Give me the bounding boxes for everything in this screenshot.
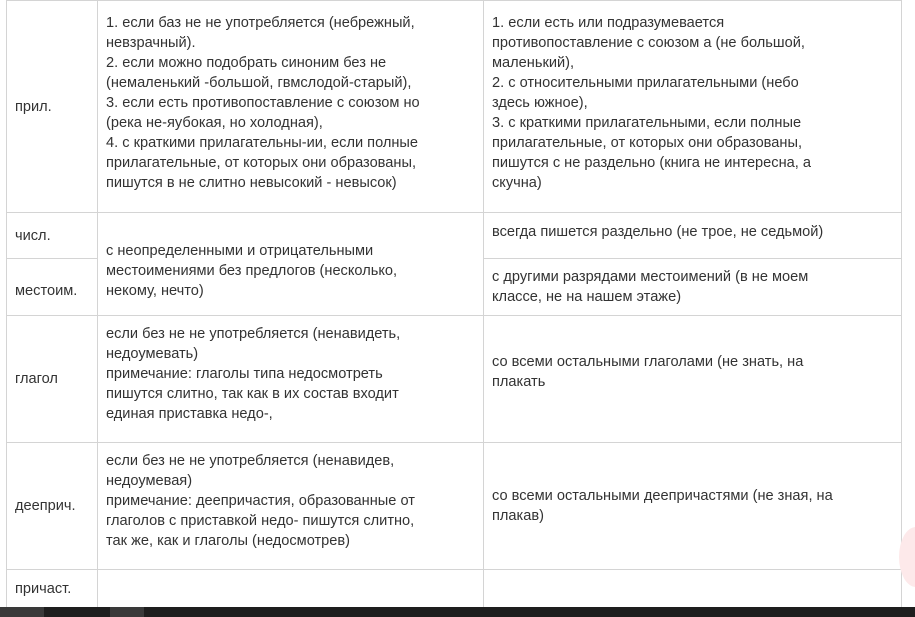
table-row bbox=[7, 443, 902, 570]
part-of-speech-label: прил. bbox=[15, 98, 52, 115]
taskbar-segment[interactable] bbox=[110, 607, 144, 617]
together-rule-cell bbox=[98, 213, 484, 316]
part-of-speech-label: местоим. bbox=[15, 283, 78, 299]
separate-rule-text: 1. если есть или подразумевается противопоставление с союзом а (не большой, маленький), 2. с относительными прилагательными (небо здесь южное), 3. с краткими прилагательными, если полные прилагательные, от которых они образованы, пишутся с не раздельно (книга не интересна, а скучна) bbox=[492, 15, 811, 191]
part-of-speech-label: глагол bbox=[15, 371, 58, 387]
separate-rule-cell bbox=[484, 570, 902, 608]
part-of-speech-cell bbox=[7, 570, 98, 608]
part-of-speech-cell bbox=[7, 1, 98, 213]
together-rule-cell bbox=[98, 316, 484, 443]
part-of-speech-label: причаст. bbox=[15, 580, 72, 597]
table-row bbox=[7, 316, 902, 443]
separate-rule-cell bbox=[484, 443, 902, 570]
separate-rule-cell bbox=[484, 213, 902, 259]
separate-rule-text: со всеми остальными глаголами (не знать, на плакать bbox=[492, 354, 804, 390]
together-rule-cell bbox=[98, 1, 484, 213]
taskbar-strip bbox=[0, 607, 915, 617]
table-row bbox=[7, 1, 902, 213]
together-rule-text: с неопределенными и отрицательными местоимениями без предлогов (несколько, некому, нечто) bbox=[106, 243, 398, 299]
ne-spelling-table bbox=[6, 0, 902, 608]
separate-rule-cell bbox=[484, 316, 902, 443]
part-of-speech-cell bbox=[7, 443, 98, 570]
together-rule-text: 1. если баз не не употребляется (небрежный, невзрачный). 2. если можно подобрать синоним без не (немаленький -большой, гвмслодой-старый), 3. если есть противопоставление с союзом но (река не-яубокая, но холодная), 4. с краткими прилагательны-ии, если полные прилагательные, от которых они образованы, пишутся в не слитно невысокий - невысок) bbox=[106, 15, 420, 191]
separate-rule-text: всегда пишется раздельно (не трое, не седьмой) bbox=[492, 224, 824, 240]
part-of-speech-label: числ. bbox=[15, 227, 51, 244]
together-rule-text: если без не не употребляется (ненавидев, недоумевая) примечание: деепричастия, образованные от глаголов с приставкой недо- пишутся слитно, так же, как и глаголы (недосмотрев) bbox=[106, 453, 415, 549]
table-row bbox=[7, 570, 902, 608]
separate-rule-cell bbox=[484, 259, 902, 316]
part-of-speech-cell bbox=[7, 259, 98, 316]
part-of-speech-cell bbox=[7, 316, 98, 443]
together-rule-cell bbox=[98, 443, 484, 570]
together-rule-cell bbox=[98, 570, 484, 608]
separate-rule-text: с другими разрядами местоимений (в не моем классе, не на нашем этаже) bbox=[492, 269, 809, 305]
separate-rule-text: со всеми остальными деепричастями (не зная, на плакав) bbox=[492, 488, 833, 524]
part-of-speech-cell bbox=[7, 213, 98, 259]
table-row bbox=[7, 213, 902, 259]
separate-rule-cell bbox=[484, 1, 902, 213]
part-of-speech-label: дееприч. bbox=[15, 498, 76, 514]
together-rule-text: если без не не употребляется (ненавидеть, недоумевать) примечание: глаголы типа недосмотреть пишутся слитно, так как в их состав входит единая приставка недо-, bbox=[106, 326, 401, 422]
taskbar-segment[interactable] bbox=[0, 607, 44, 617]
